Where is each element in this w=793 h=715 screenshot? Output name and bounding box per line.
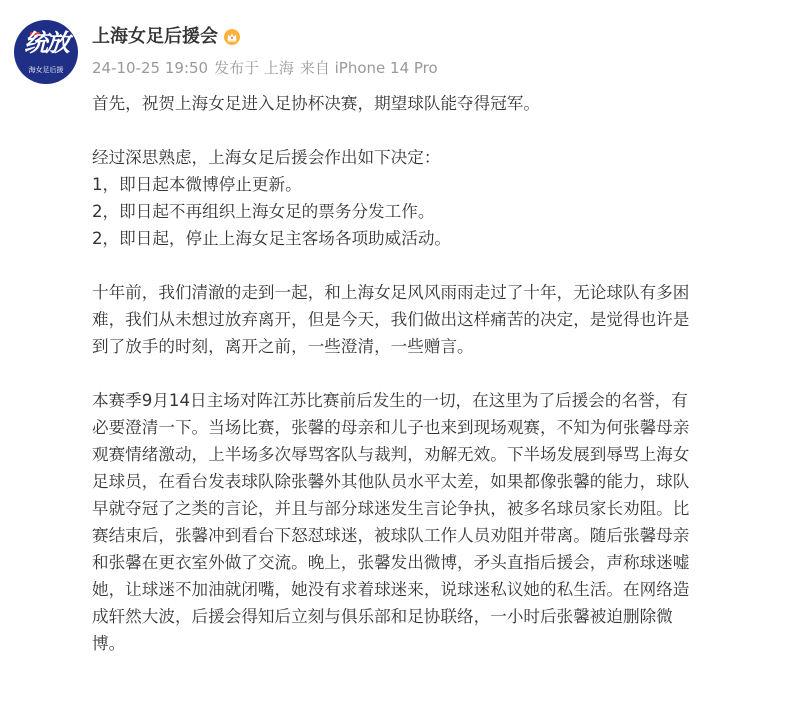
avatar-caption: 海女足后援 xyxy=(28,66,64,74)
post-source: 来自 iPhone 14 Pro xyxy=(299,59,438,77)
post-time[interactable]: 24-10-25 19:50 xyxy=(92,59,209,77)
content-line: 2，即日起不再组织上海女足的票务分发工作。 xyxy=(92,202,435,221)
content-line: 和张馨在更衣室外做了交流。晚上，张馨发出微博，矛头直指后援会，声称球迷嘘 xyxy=(92,553,690,572)
content-line: 经过深思熟虑，上海女足后援会作出如下决定： xyxy=(92,148,441,167)
paragraph-gap xyxy=(92,117,777,144)
content-line: 足球员，在看台发表球队除张馨外其他队员水平太差，如果都像张馨的能力，球队 xyxy=(92,472,690,491)
content-line: 成轩然大波，后援会得知后立刻与俱乐部和足协联络，一小时后张馨被迫删除微 xyxy=(92,607,673,626)
author-name[interactable]: 上海女足后援会 xyxy=(92,26,218,47)
content-line: 2，即日起，停止上海女足主客场各项助威活动。 xyxy=(92,229,452,248)
content-line: 难，我们从未想过放弃离开，但是今天，我们做出这样痛苦的决定，是觉得也许是 xyxy=(92,310,690,329)
content-line: 首先，祝贺上海女足进入足协杯决赛，期望球队能夺得冠军。 xyxy=(92,94,541,113)
content-line: 1，即日起本微博停止更新。 xyxy=(92,175,302,194)
content-line: 必要澄清一下。当场比赛，张馨的母亲和儿子也来到现场观赛，不知为何张馨母亲 xyxy=(92,418,690,437)
crown-icon[interactable] xyxy=(224,29,240,45)
post-meta xyxy=(92,57,438,79)
content-line: 博。 xyxy=(92,634,126,653)
avatar-logo-text: 统放 xyxy=(24,28,68,57)
post-content xyxy=(92,90,777,657)
post-header xyxy=(92,24,240,50)
paragraph-gap xyxy=(92,360,777,387)
post-location: 发布于 上海 xyxy=(214,59,294,77)
content-line: 赛结束后，张馨冲到看台下怒怼球迷，被球队工作人员劝阻并带离。随后张馨母亲 xyxy=(92,526,690,545)
paragraph-gap xyxy=(92,252,777,279)
content-line: 到了放手的时刻，离开之前，一些澄清，一些赠言。 xyxy=(92,337,474,356)
content-line: 她，让球迷不加油就闭嘴，她没有求着球迷来，说球迷私议她的私生活。在网络造 xyxy=(92,580,690,599)
content-line: 十年前，我们清澈的走到一起，和上海女足风风雨雨走过了十年，无论球队有多困 xyxy=(92,283,690,302)
avatar[interactable] xyxy=(14,20,78,84)
content-line: 本赛季9月14日主场对阵江苏比赛前后发生的一切，在这里为了后援会的名誉，有 xyxy=(92,391,688,410)
content-line: 早就夺冠了之类的言论，并且与部分球迷发生言论争执，被多名球员家长劝阻。比 xyxy=(92,499,690,518)
content-line: 观赛情绪激动，上半场多次辱骂客队与裁判，劝解无效。下半场发展到辱骂上海女 xyxy=(92,445,690,464)
